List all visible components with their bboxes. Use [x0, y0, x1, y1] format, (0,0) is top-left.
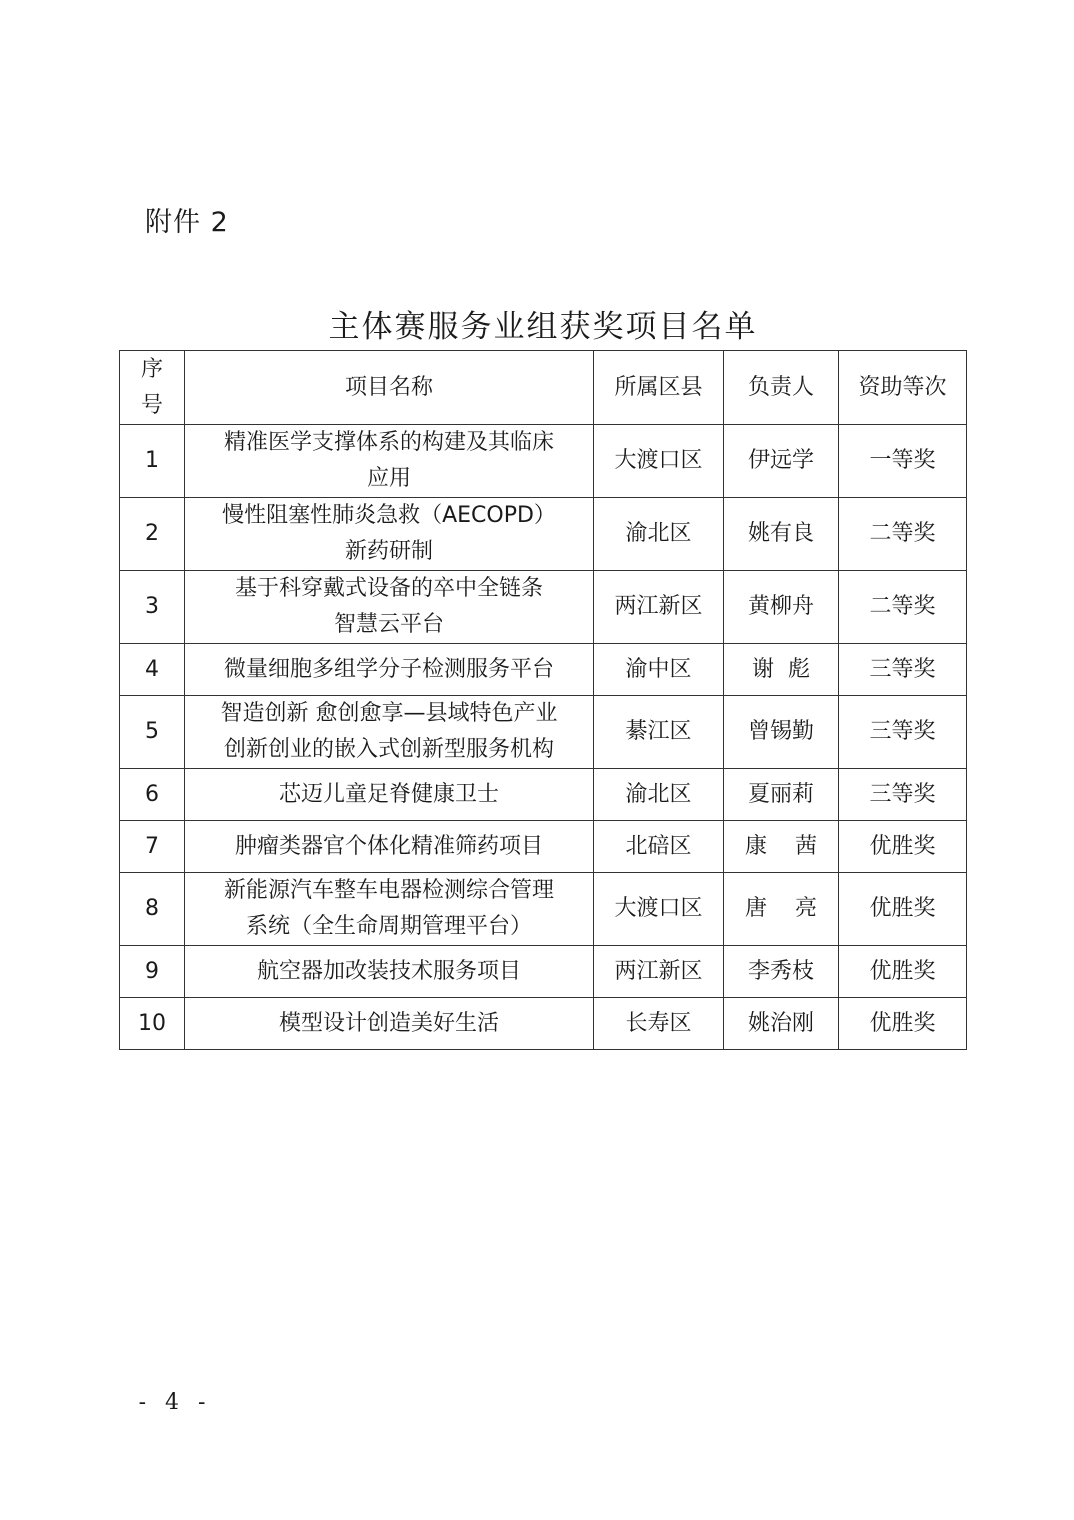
project-name-line1: 精准医学支撑体系的构建及其临床 [223, 430, 554, 455]
cell-grade: 三等奖 [839, 769, 967, 821]
cell-project-name [185, 571, 594, 644]
header-no [120, 351, 185, 425]
cell-no: 8 [120, 873, 185, 946]
cell-grade: 三等奖 [839, 644, 967, 696]
table-row [120, 425, 967, 498]
cell-responsible: 姚有良 [724, 498, 839, 571]
project-name-line2: 应用 [366, 466, 411, 491]
project-name-line1: 模型设计创造美好生活 [278, 1010, 499, 1036]
cell-no: 5 [120, 696, 185, 769]
cell-grade: 三等奖 [839, 696, 967, 769]
table-row [120, 821, 967, 873]
table-row [120, 571, 967, 644]
cell-district: 两江新区 [594, 571, 724, 644]
table-row [120, 873, 967, 946]
table-row [120, 946, 967, 998]
project-name-line2: 系统（全生命周期管理平台） [245, 914, 532, 939]
cell-grade: 二等奖 [839, 498, 967, 571]
cell-responsible: 谢 彪 [724, 644, 839, 696]
table-row [120, 769, 967, 821]
project-name-line1: 智造创新 愈创愈享—县域特色产业 [220, 701, 558, 726]
header-responsible: 负责人 [724, 351, 839, 425]
cell-no: 3 [120, 571, 185, 644]
cell-no: 7 [120, 821, 185, 873]
cell-no: 9 [120, 946, 185, 998]
cell-project-name [185, 696, 594, 769]
cell-responsible: 姚治刚 [724, 998, 839, 1050]
cell-district: 北碚区 [594, 821, 724, 873]
cell-project-name [185, 821, 594, 873]
header-no-line1: 序 [140, 356, 163, 382]
cell-project-name [185, 425, 594, 498]
cell-responsible: 曾锡勤 [724, 696, 839, 769]
cell-district: 大渡口区 [594, 425, 724, 498]
cell-responsible: 黄柳舟 [724, 571, 839, 644]
cell-grade: 优胜奖 [839, 946, 967, 998]
cell-grade: 一等奖 [839, 425, 967, 498]
cell-responsible: 伊远学 [724, 425, 839, 498]
cell-responsible: 夏丽莉 [724, 769, 839, 821]
page-number: - 4 - [138, 1390, 212, 1415]
cell-responsible: 唐 亮 [724, 873, 839, 946]
table-row [120, 998, 967, 1050]
cell-no: 2 [120, 498, 185, 571]
header-district: 所属区县 [594, 351, 724, 425]
cell-no: 1 [120, 425, 185, 498]
attachment-label: 附件 2 [145, 207, 229, 238]
cell-grade: 优胜奖 [839, 873, 967, 946]
cell-project-name [185, 998, 594, 1050]
project-name-line1: 慢性阻塞性肺炎急救（AECOPD） [222, 503, 556, 528]
cell-no: 6 [120, 769, 185, 821]
cell-district: 渝北区 [594, 498, 724, 571]
header-name: 项目名称 [185, 351, 594, 425]
project-name-line1: 航空器加改装技术服务项目 [256, 958, 521, 984]
table-header-row [120, 351, 967, 425]
cell-district: 大渡口区 [594, 873, 724, 946]
cell-district: 渝北区 [594, 769, 724, 821]
cell-district: 长寿区 [594, 998, 724, 1050]
cell-project-name [185, 873, 594, 946]
project-name-line1: 微量细胞多组学分子检测服务平台 [223, 656, 554, 682]
project-name-line1: 新能源汽车整车电器检测综合管理 [223, 878, 554, 903]
cell-grade: 优胜奖 [839, 821, 967, 873]
project-name-line2: 智慧云平台 [333, 612, 444, 637]
table-row [120, 696, 967, 769]
cell-project-name [185, 498, 594, 571]
cell-grade: 优胜奖 [839, 998, 967, 1050]
document-title: 主体赛服务业组获奖项目名单 [328, 309, 758, 345]
header-no-line2: 号 [140, 392, 163, 418]
table-row [120, 498, 967, 571]
cell-district: 两江新区 [594, 946, 724, 998]
cell-project-name [185, 769, 594, 821]
cell-responsible: 李秀枝 [724, 946, 839, 998]
cell-district: 渝中区 [594, 644, 724, 696]
cell-no: 4 [120, 644, 185, 696]
awards-table [119, 350, 967, 1050]
project-name-line1: 肿瘤类器官个体化精准筛药项目 [234, 833, 543, 859]
table-row [120, 644, 967, 696]
project-name-line1: 基于科穿戴式设备的卒中全链条 [234, 576, 543, 601]
cell-grade: 二等奖 [839, 571, 967, 644]
project-name-line2: 创新创业的嵌入式创新型服务机构 [223, 737, 554, 762]
cell-no: 10 [120, 998, 185, 1050]
header-grade: 资助等次 [839, 351, 967, 425]
project-name-line1: 芯迈儿童足脊健康卫士 [278, 781, 499, 807]
cell-responsible: 康 茜 [724, 821, 839, 873]
project-name-line2: 新药研制 [344, 539, 433, 564]
cell-project-name [185, 644, 594, 696]
cell-project-name [185, 946, 594, 998]
cell-district: 綦江区 [594, 696, 724, 769]
